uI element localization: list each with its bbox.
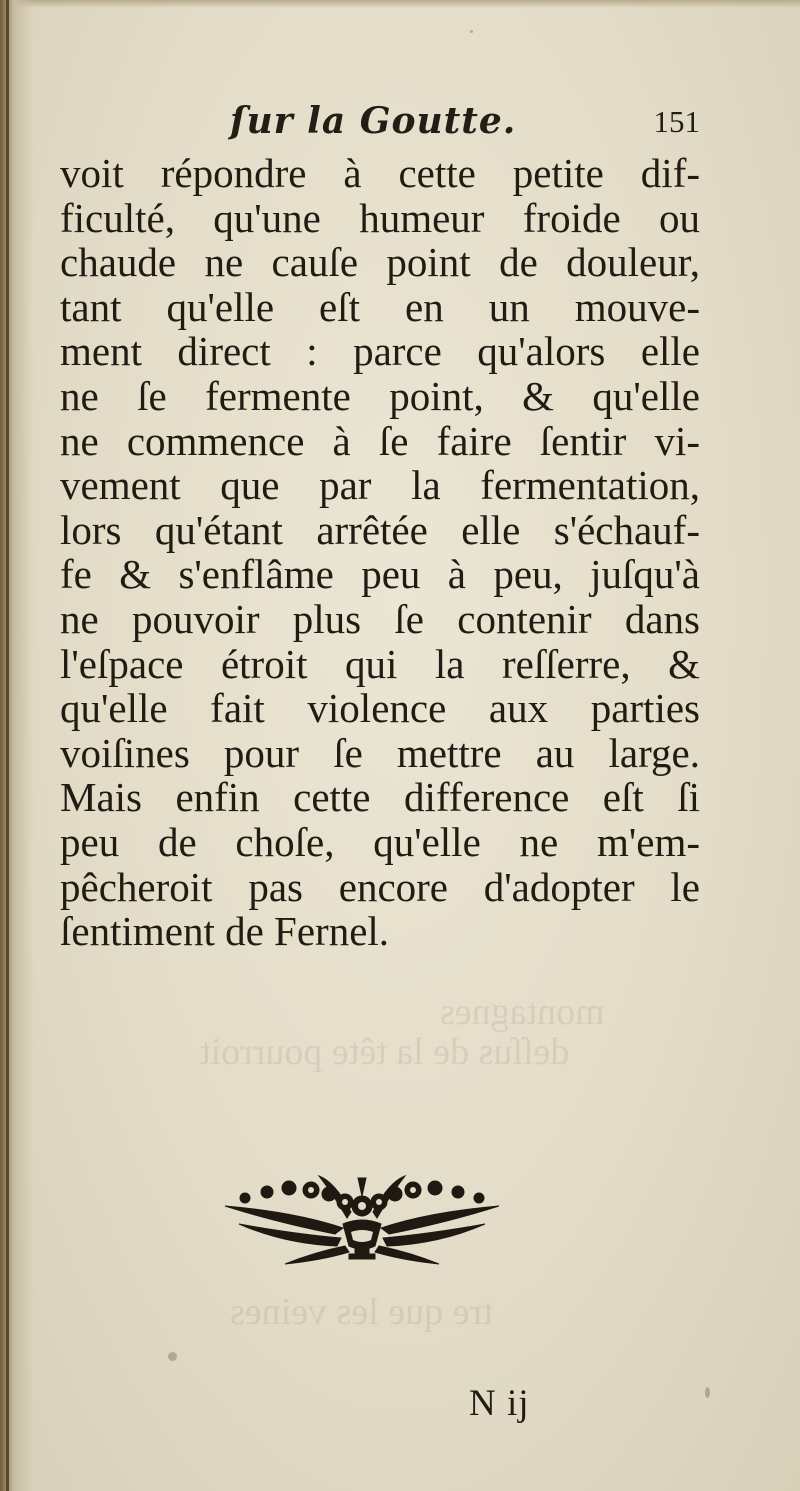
text-line: pêcheroit pas encore d'adopter le — [60, 863, 700, 910]
running-title: ſur la Goutte. — [230, 100, 517, 142]
signature-mark: N ij — [469, 1383, 530, 1424]
text-line: chaude ne cauſe point de douleur, — [60, 239, 700, 286]
text-line: Mais enfin cette difference eſt ſi — [60, 774, 700, 821]
text-line: voiſines pour ſe mettre au large. — [60, 729, 700, 776]
paper-speck — [705, 1387, 710, 1398]
body-text — [60, 151, 700, 954]
text-line: qu'elle fait violence aux parties — [60, 685, 700, 732]
text-line: ſentiment de Fernel. — [60, 908, 390, 955]
text-line: ne commence à ſe faire ſentir vi- — [60, 417, 700, 464]
text-line: l'eſpace étroit qui la reſſerre, & — [60, 640, 700, 687]
paper-speck — [470, 30, 473, 33]
text-line: ne pouvoir plus ſe contenir dans — [60, 595, 700, 642]
text-line: ment direct : parce qu'alors elle — [60, 328, 700, 375]
page-top-edge — [0, 0, 800, 8]
floral-vase-tailpiece-ornament — [215, 1172, 510, 1272]
text-line: tant qu'elle eſt en un mouve- — [60, 283, 700, 330]
show-through-text: tre que les veines — [230, 1291, 493, 1333]
binding-edge — [6, 0, 9, 1491]
text-line: fe & s'enflâme peu à peu, juſqu'à — [60, 551, 700, 598]
text-line: voit répondre à cette petite dif- — [60, 150, 700, 196]
running-head — [60, 100, 700, 150]
text-line: ne ſe fermente point, & qu'elle — [60, 372, 700, 419]
show-through-text: deſſus de la tête pourroit — [200, 1031, 570, 1073]
text-line: vement que par la fermentation, — [60, 462, 700, 509]
paper-speck — [168, 1352, 177, 1361]
text-line: ficulté, qu'une humeur froide ou — [60, 194, 700, 241]
page-number: 151 — [653, 104, 700, 139]
show-through-text: montagnes — [440, 991, 605, 1033]
text-line: peu de choſe, qu'elle ne m'em- — [60, 818, 700, 865]
text-line: lors qu'étant arrêtée elle s'échauf- — [60, 506, 700, 553]
